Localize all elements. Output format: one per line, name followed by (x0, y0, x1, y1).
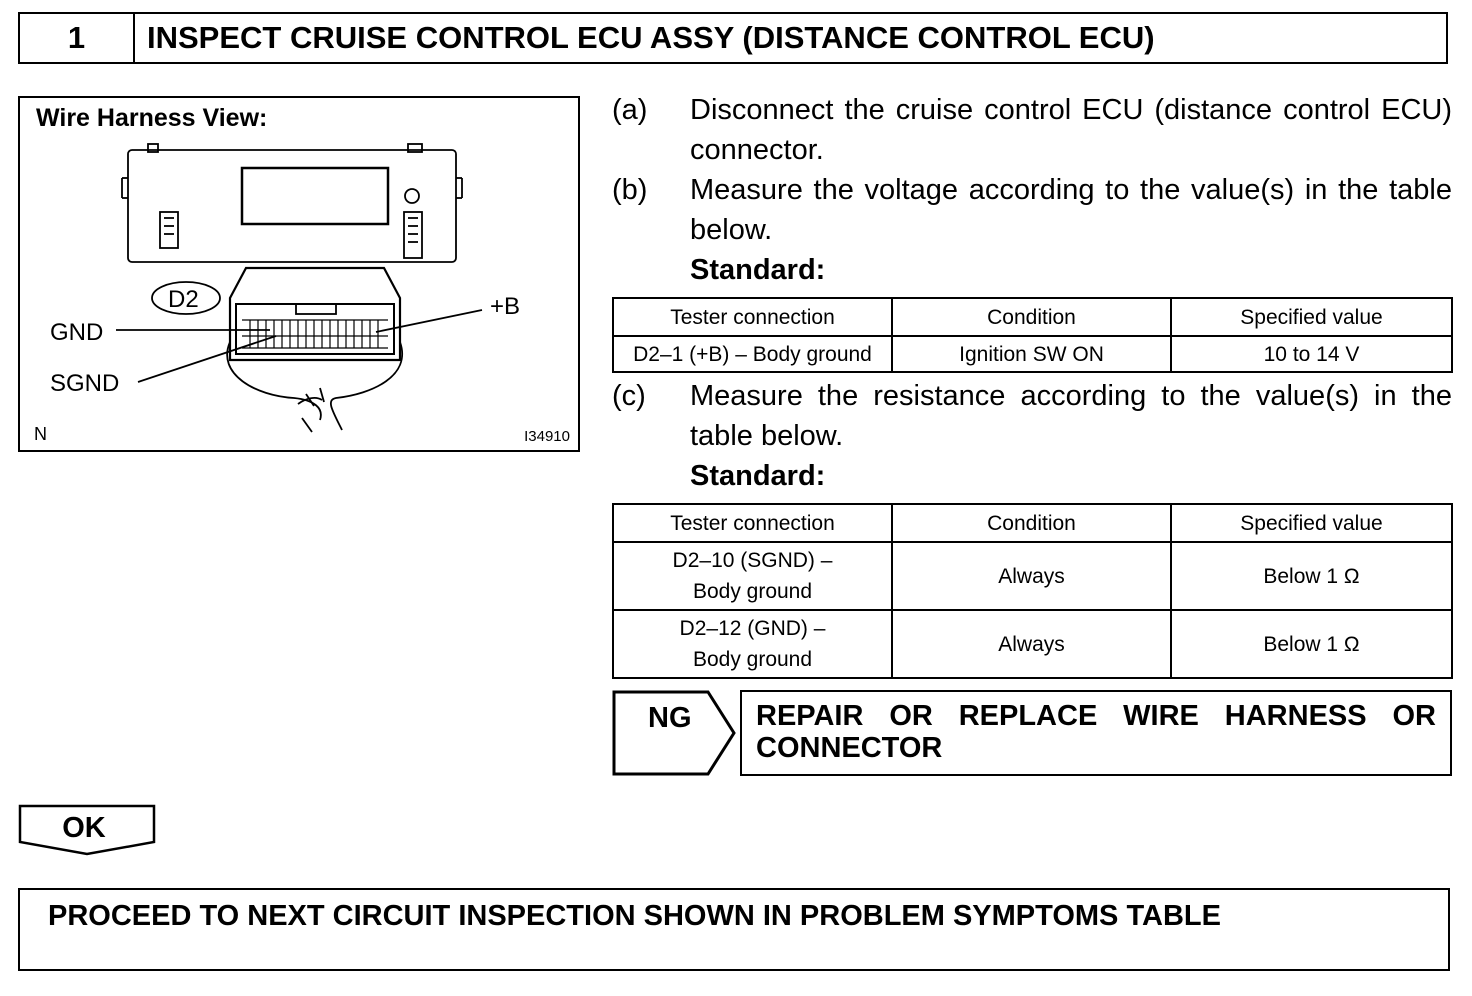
step-number: 1 (20, 14, 135, 62)
figure-corner-mark: N (34, 424, 47, 444)
table-header-row (613, 298, 1452, 336)
cell-connection-line1: D2–12 (GND) – (679, 617, 826, 640)
cell-tester-connection: D2–1 (+B) – Body ground (613, 336, 892, 372)
connector-code-label: D2 (168, 286, 199, 313)
cell-tester-connection (613, 542, 892, 610)
cell-tester-connection (613, 610, 892, 678)
ng-action-line1: REPAIR OR REPLACE WIRE HARNESS OR (756, 700, 1436, 732)
figure-code: I34910 (524, 428, 570, 445)
ok-flow-marker (18, 804, 156, 856)
cell-connection-line2: Body ground (692, 580, 813, 603)
step-a-line1: Disconnect the cruise control ECU (distance control ECU) (690, 94, 1452, 126)
proceed-text: PROCEED TO NEXT CIRCUIT INSPECTION SHOWN IN PROBLEM SYMPTOMS TABLE (48, 900, 1221, 932)
cell-specified-value: 10 to 14 V (1171, 336, 1452, 372)
cell-specified-value: Below 1 Ω (1171, 610, 1452, 678)
resistance-spec-table (612, 503, 1453, 679)
header-condition: Condition (892, 504, 1171, 542)
table-row (613, 542, 1452, 610)
header-condition: Condition (892, 298, 1171, 336)
proceed-box (18, 888, 1450, 971)
cell-condition: Always (892, 610, 1171, 678)
step-c-line2: table below. (690, 420, 844, 452)
step-title: INSPECT CRUISE CONTROL ECU ASSY (DISTANCE CONTROL ECU) (147, 20, 1155, 55)
voltage-spec-table (612, 297, 1453, 373)
header-specified-value: Specified value (1171, 504, 1452, 542)
cell-condition: Always (892, 542, 1171, 610)
gnd-pin-label: GND (50, 319, 104, 346)
sgnd-pin-label: SGND (50, 370, 120, 397)
step-a-line2: connector. (690, 134, 824, 166)
table-row (613, 336, 1452, 372)
header-specified-value: Specified value (1171, 298, 1452, 336)
ng-label: NG (648, 702, 692, 734)
step-header (18, 12, 1448, 64)
ng-action-box (740, 690, 1452, 776)
connector-illustration (20, 98, 582, 454)
step-c-line1: Measure the resistance according to the value(s) in the (690, 380, 1452, 412)
step-c-standard: Standard: (690, 460, 826, 492)
step-b-line2: below. (690, 214, 773, 246)
step-c (612, 376, 1452, 496)
table-row (613, 610, 1452, 678)
step-b-letter: (b) (612, 174, 648, 206)
step-b (612, 170, 1452, 290)
table-header-row (613, 504, 1452, 542)
header-tester-connection: Tester connection (613, 504, 892, 542)
wire-harness-figure (18, 96, 580, 452)
step-c-letter: (c) (612, 380, 646, 412)
ng-action-line2: CONNECTOR (756, 732, 943, 764)
ok-label: OK (62, 812, 106, 844)
step-b-line1: Measure the voltage according to the value(s) in the table (690, 174, 1452, 206)
cell-specified-value: Below 1 Ω (1171, 542, 1452, 610)
ng-flow-marker (612, 690, 738, 776)
cell-connection-line1: D2–10 (SGND) – (672, 549, 833, 572)
cell-condition: Ignition SW ON (892, 336, 1171, 372)
header-tester-connection: Tester connection (613, 298, 892, 336)
step-a (612, 90, 1452, 170)
plus-b-pin-label: +B (490, 293, 521, 320)
step-b-standard: Standard: (690, 254, 826, 286)
step-a-letter: (a) (612, 94, 648, 126)
figure-title: Wire Harness View: (36, 104, 268, 132)
cell-connection-line2: Body ground (692, 648, 813, 671)
